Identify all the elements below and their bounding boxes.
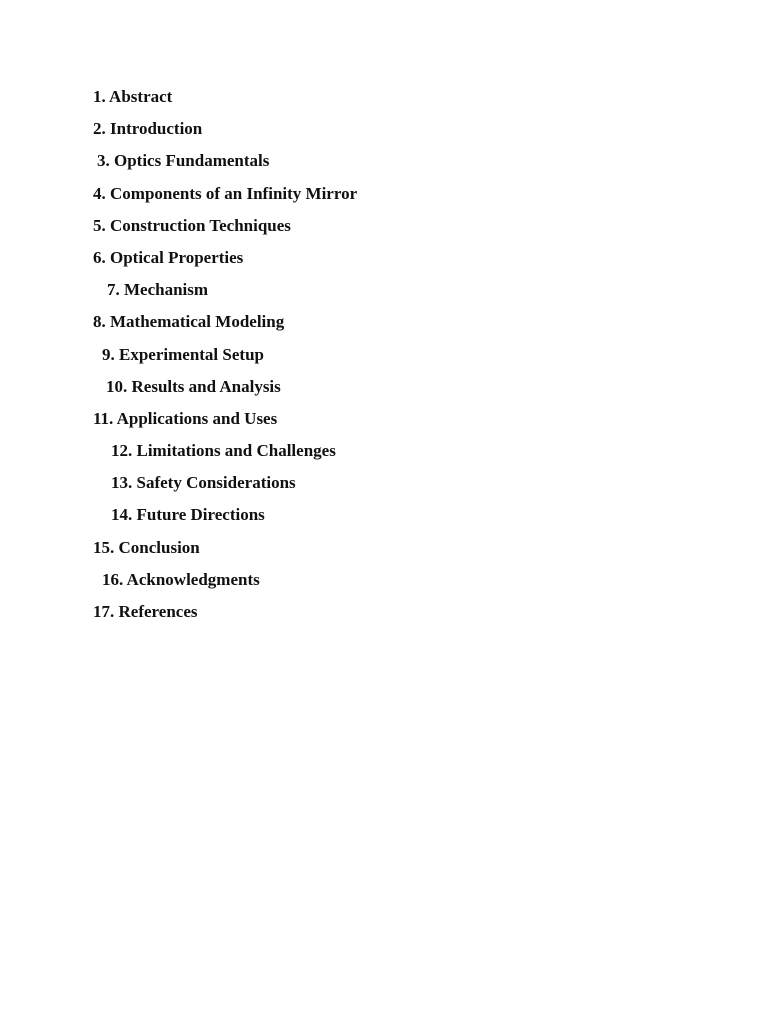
toc-item-conclusion: 15. Conclusion xyxy=(93,537,200,557)
toc-item-future-directions: 14. Future Directions xyxy=(111,505,265,525)
toc-item-references: 17. References xyxy=(93,602,198,621)
toc-item-applications-uses: 11. Applications and Uses xyxy=(93,408,278,428)
toc-item-acknowledgments: 16. Acknowledgments xyxy=(102,569,260,589)
toc-item-components: 4. Components of an Infinity Mirror xyxy=(93,183,358,203)
toc-item-optics-fundamentals: 3. Optics Fundamentals xyxy=(97,151,270,171)
table-of-contents xyxy=(93,86,357,633)
toc-item-introduction: 2. Introduction xyxy=(93,119,203,139)
toc-item-abstract: 1. Abstract xyxy=(93,87,173,106)
toc-item-optical-properties: 6. Optical Properties xyxy=(93,247,244,267)
toc-item-safety-considerations: 13. Safety Considerations xyxy=(111,473,296,493)
toc-item-construction-techniques: 5. Construction Techniques xyxy=(93,215,291,235)
toc-item-mathematical-modeling: 8. Mathematical Modeling xyxy=(93,312,285,332)
toc-item-limitations-challenges: 12. Limitations and Challenges xyxy=(111,441,336,461)
toc-item-mechanism: 7. Mechanism xyxy=(107,280,209,300)
toc-item-experimental-setup: 9. Experimental Setup xyxy=(102,344,264,364)
toc-item-results-analysis: 10. Results and Analysis xyxy=(106,376,281,396)
